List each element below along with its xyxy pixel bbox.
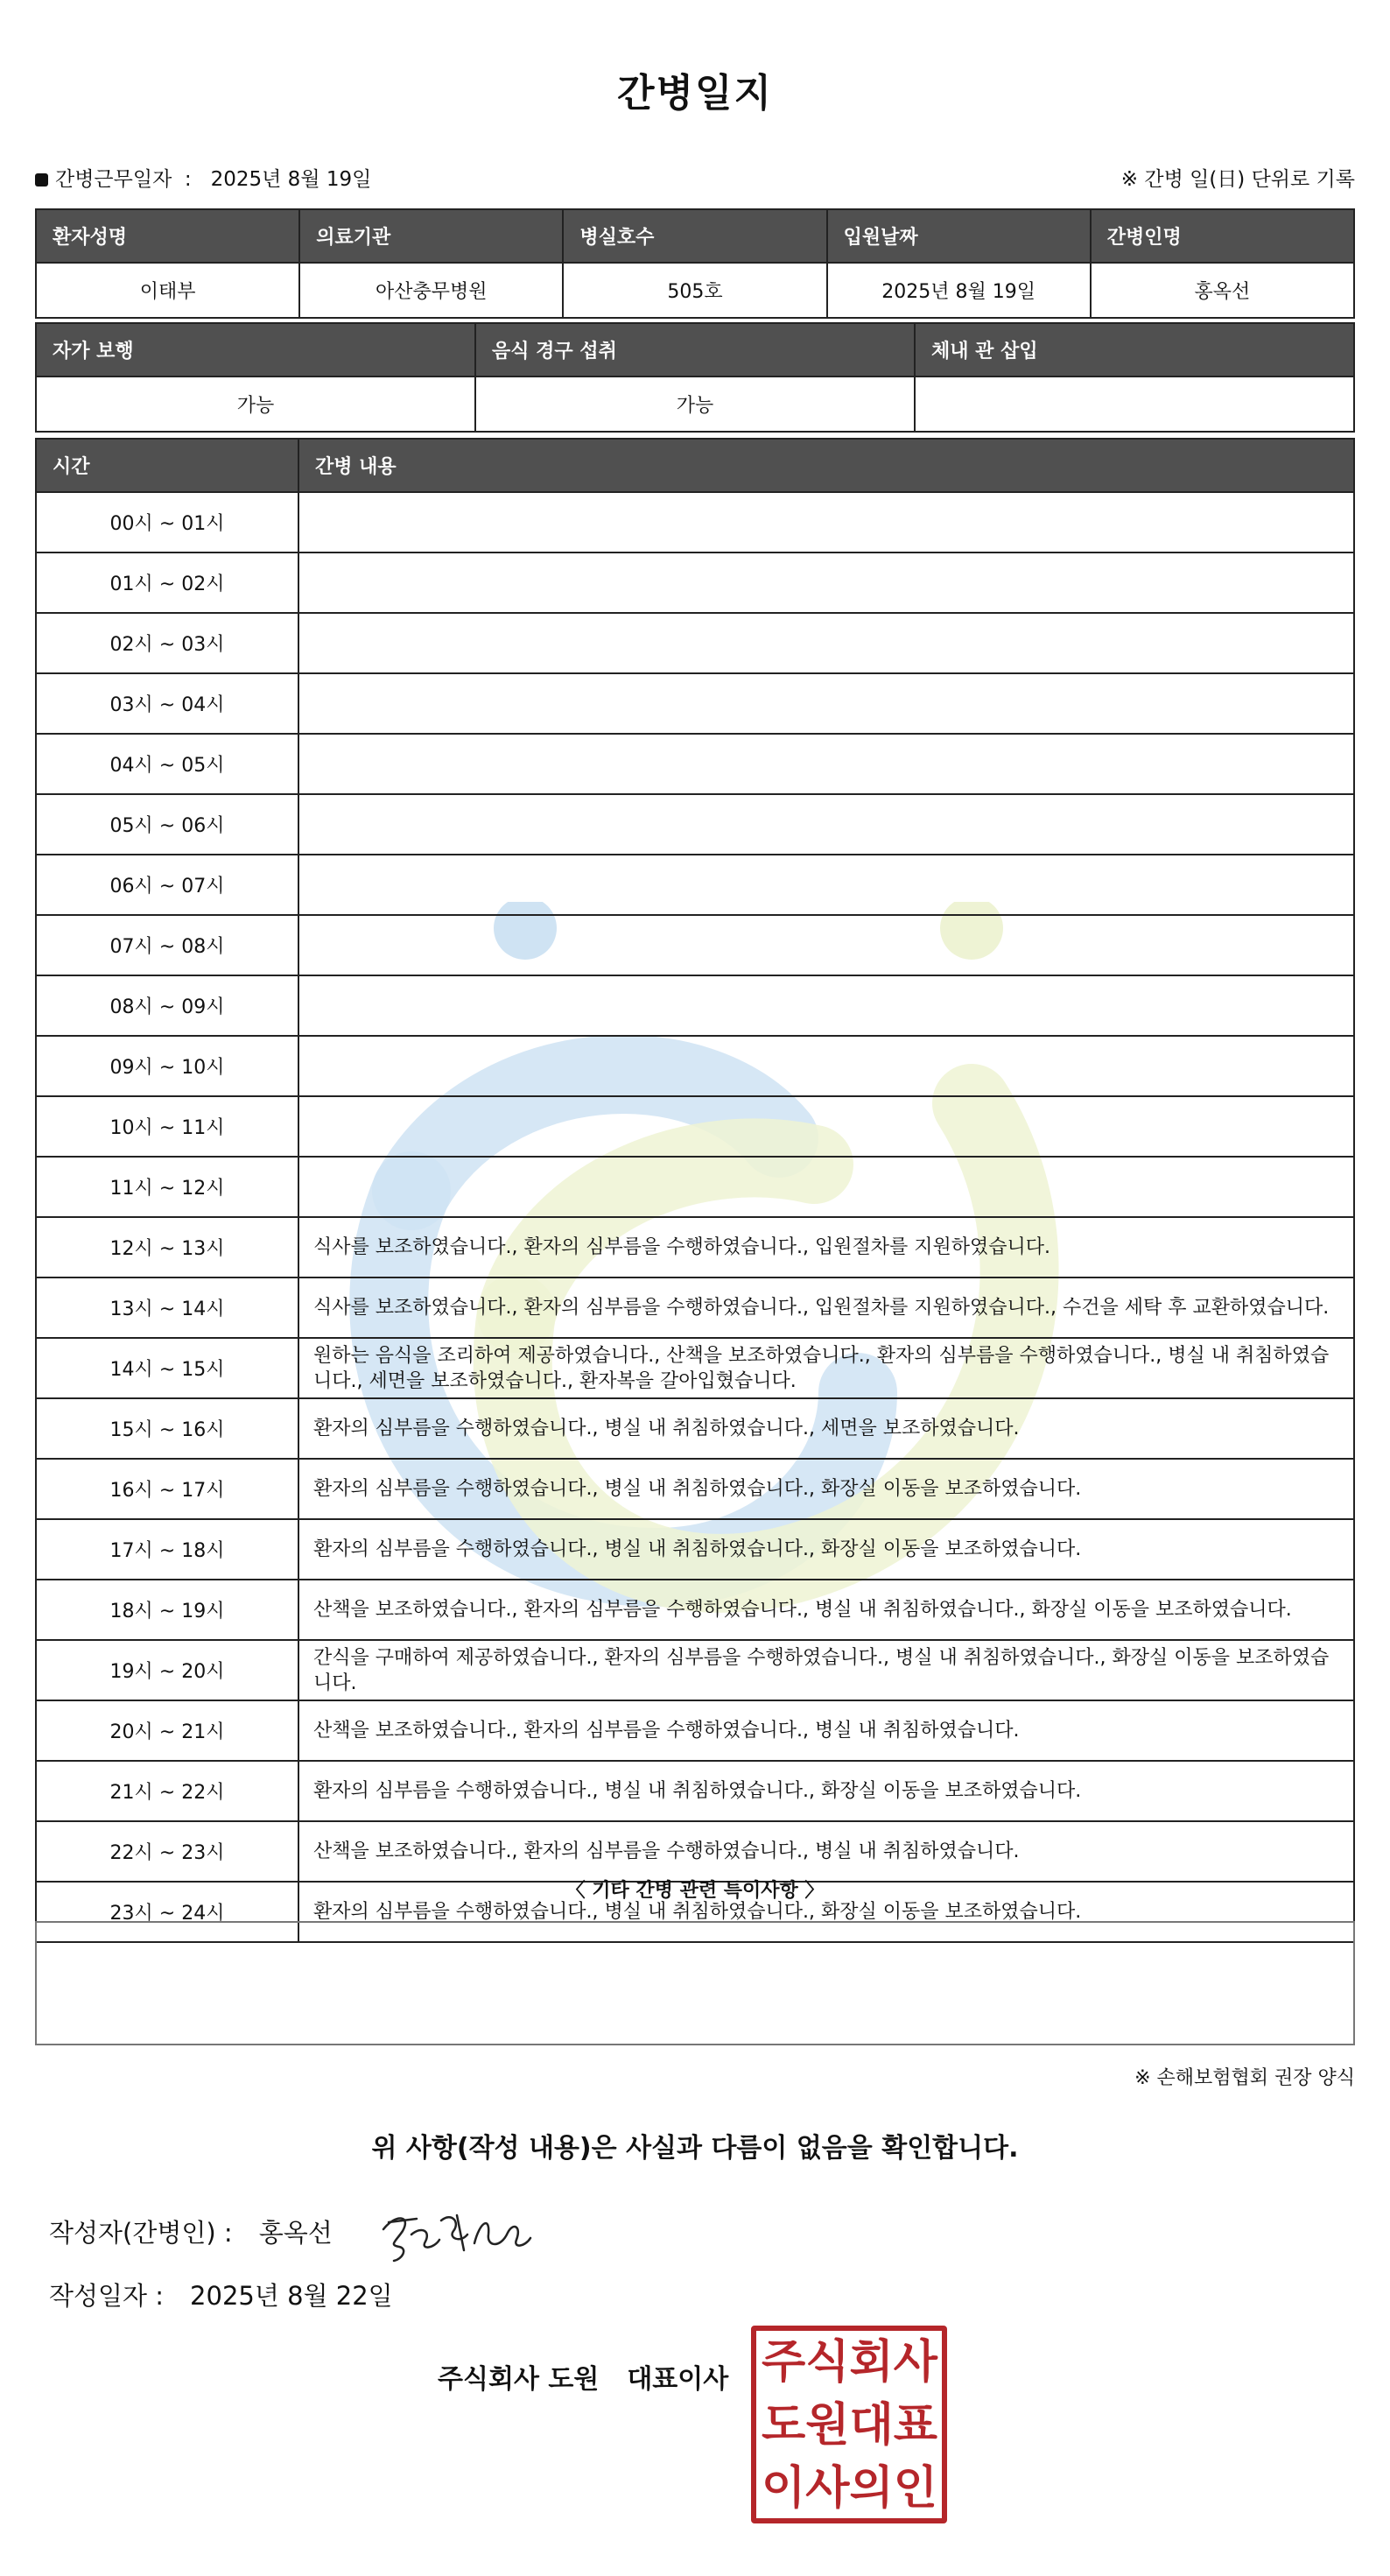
header-tube-insertion: 체내 관 삽입: [915, 323, 1354, 377]
seal-char: 원: [805, 2399, 850, 2452]
log-row: [36, 1096, 1354, 1157]
hospital-name: 아산충무병원: [299, 263, 563, 318]
log-content: 식사를 보조하였습니다., 환자의 심부름을 수행하였습니다., 입원절차를 지원하였습니다.: [298, 1217, 1354, 1277]
written-date-line: [49, 2277, 393, 2312]
written-date-value: 2025년 8월 22일: [190, 2281, 393, 2311]
log-time: 02시 ~ 03시: [36, 613, 298, 673]
written-date-label: 작성일자 :: [49, 2281, 165, 2311]
care-log-table: [35, 438, 1355, 1943]
log-row: [36, 673, 1354, 734]
log-content: [298, 492, 1354, 553]
log-time: 04시 ~ 05시: [36, 734, 298, 794]
log-content: 산책을 보조하였습니다., 환자의 심부름을 수행하였습니다., 병실 내 취침하였습니다.: [298, 1821, 1354, 1882]
header-patient-name: 환자성명: [36, 209, 299, 263]
log-content: 원하는 음식을 조리하여 제공하였습니다., 산책을 보조하였습니다., 환자의 심부름을 수행하였습니다., 병실 내 취침하였습니다., 세면을 보조하였습니다., 환자복을 갈아입혔습니다.: [298, 1338, 1354, 1398]
log-content: [298, 1096, 1354, 1157]
notes-box: [35, 1921, 1355, 2045]
notes-title: 〈 기타 간병 관련 특이사항 〉: [565, 1880, 825, 1902]
seal-row: [756, 2394, 942, 2457]
header-hospital: 의료기관: [299, 209, 563, 263]
log-time: 08시 ~ 09시: [36, 975, 298, 1036]
log-time: 03시 ~ 04시: [36, 673, 298, 734]
confirmation-statement: 위 사항(작성 내용)은 사실과 다름이 없음을 확인합니다.: [371, 2133, 1019, 2164]
seal-char: 식: [805, 2336, 850, 2389]
admission-date: 2025년 8월 19일: [827, 263, 1091, 318]
unit-note: ※ 간병 일(日) 단위로 기록: [1120, 168, 1355, 191]
seal-row: [756, 2331, 942, 2394]
log-time: 19시 ~ 20시: [36, 1640, 298, 1700]
company-seal-stamp: [751, 2326, 947, 2523]
patient-status-table: [35, 322, 1355, 433]
log-row: [36, 553, 1354, 613]
log-row: [36, 915, 1354, 975]
log-content: 환자의 심부름을 수행하였습니다., 병실 내 취침하였습니다., 세면을 보조하였습니다.: [298, 1398, 1354, 1459]
log-time: 09시 ~ 10시: [36, 1036, 298, 1096]
seal-char: 사: [805, 2462, 850, 2515]
care-log-body: [36, 492, 1354, 1942]
handwritten-signature: [376, 2196, 534, 2266]
seal-char: 표: [893, 2399, 937, 2452]
room-number: 505호: [563, 263, 826, 318]
header-time: 시간: [36, 439, 298, 492]
page-title: 간병일지: [616, 71, 773, 116]
writer-name-label: 작성자(간병인) :: [49, 2218, 233, 2248]
log-time: 06시 ~ 07시: [36, 855, 298, 915]
writer-name-value: 홍옥선: [258, 2218, 333, 2248]
log-row: [36, 1217, 1354, 1277]
log-time: 15시 ~ 16시: [36, 1398, 298, 1459]
seal-char: 대: [849, 2399, 894, 2452]
log-row: [36, 1157, 1354, 1217]
company-name: 주식회사 도원: [438, 2364, 600, 2395]
seal-char: 의: [849, 2462, 894, 2515]
log-time: 17시 ~ 18시: [36, 1519, 298, 1580]
log-row: [36, 1459, 1354, 1519]
log-row: [36, 794, 1354, 855]
work-date-value: 2025년 8월 19일: [210, 168, 372, 191]
header-self-walking: 자가 보행: [36, 323, 475, 377]
tube-insertion-value: [915, 377, 1354, 432]
log-row: [36, 1519, 1354, 1580]
log-content: [298, 1157, 1354, 1217]
log-row: [36, 1821, 1354, 1882]
log-content: [298, 855, 1354, 915]
caregiver-name: 홍옥선: [1091, 263, 1354, 318]
seal-char: 회: [849, 2336, 894, 2389]
seal-char: 주: [762, 2336, 806, 2389]
log-row: [36, 855, 1354, 915]
header-care-content: 간병 내용: [298, 439, 1354, 492]
log-time: 20시 ~ 21시: [36, 1700, 298, 1761]
oral-intake-value: 가능: [475, 377, 915, 432]
self-walking-value: 가능: [36, 377, 475, 432]
log-content: 환자의 심부름을 수행하였습니다., 병실 내 취침하였습니다., 화장실 이동을 보조하였습니다.: [298, 1459, 1354, 1519]
seal-char: 사: [893, 2336, 937, 2389]
log-content: [298, 553, 1354, 613]
log-content: [298, 613, 1354, 673]
log-time: 10시 ~ 11시: [36, 1096, 298, 1157]
work-date-label: 간병근무일자: [55, 168, 172, 191]
log-row: [36, 1036, 1354, 1096]
log-row: [36, 1580, 1354, 1640]
log-time: 12시 ~ 13시: [36, 1217, 298, 1277]
log-content: [298, 915, 1354, 975]
log-row: [36, 1338, 1354, 1398]
log-row: [36, 1700, 1354, 1761]
header-admission-date: 입원날짜: [827, 209, 1091, 263]
company-signoff: [438, 2357, 728, 2396]
log-time: 01시 ~ 02시: [36, 553, 298, 613]
patient-name: 이태부: [36, 263, 299, 318]
log-content: [298, 794, 1354, 855]
seal-char: 인: [893, 2462, 937, 2515]
log-content: 산책을 보조하였습니다., 환자의 심부름을 수행하였습니다., 병실 내 취침하였습니다., 화장실 이동을 보조하였습니다.: [298, 1580, 1354, 1640]
work-date: 간병근무일자 : 2025년 8월 19일: [35, 163, 371, 192]
log-content: [298, 975, 1354, 1036]
log-row: [36, 975, 1354, 1036]
log-content: [298, 734, 1354, 794]
log-content: 산책을 보조하였습니다., 환자의 심부름을 수행하였습니다., 병실 내 취침하였습니다.: [298, 1700, 1354, 1761]
header-caregiver-name: 간병인명: [1091, 209, 1354, 263]
log-content: [298, 1036, 1354, 1096]
log-row: [36, 1640, 1354, 1700]
log-row: [36, 1398, 1354, 1459]
log-time: 11시 ~ 12시: [36, 1157, 298, 1217]
log-time: 21시 ~ 22시: [36, 1761, 298, 1821]
log-row: [36, 1277, 1354, 1338]
log-content: 환자의 심부름을 수행하였습니다., 병실 내 취침하였습니다., 화장실 이동을 보조하였습니다.: [298, 1519, 1354, 1580]
log-row: [36, 1761, 1354, 1821]
log-time: 07시 ~ 08시: [36, 915, 298, 975]
header-oral-intake: 음식 경구 섭취: [475, 323, 915, 377]
log-time: 18시 ~ 19시: [36, 1580, 298, 1640]
log-row: [36, 734, 1354, 794]
seal-row: [756, 2457, 942, 2520]
log-row: [36, 613, 1354, 673]
log-row: [36, 492, 1354, 553]
form-source-note: ※ 손해보험협회 권장 양식: [1134, 2067, 1355, 2089]
log-time: 05시 ~ 06시: [36, 794, 298, 855]
seal-char: 도: [762, 2399, 806, 2452]
writer-name-line: [49, 2214, 333, 2249]
seal-char: 이: [762, 2462, 806, 2515]
log-time: 16시 ~ 17시: [36, 1459, 298, 1519]
log-time: 14시 ~ 15시: [36, 1338, 298, 1398]
log-content: 간식을 구매하여 제공하였습니다., 환자의 심부름을 수행하였습니다., 병실 내 취침하였습니다., 화장실 이동을 보조하였습니다.: [298, 1640, 1354, 1700]
header-room: 병실호수: [563, 209, 826, 263]
bullet-square-icon: [35, 173, 48, 187]
log-time: 13시 ~ 14시: [36, 1277, 298, 1338]
log-content: 환자의 심부름을 수행하였습니다., 병실 내 취침하였습니다., 화장실 이동을 보조하였습니다.: [298, 1882, 1354, 1942]
patient-info-table: [35, 208, 1355, 319]
log-time: 23시 ~ 24시: [36, 1882, 298, 1942]
log-content: [298, 673, 1354, 734]
representative-title: 대표이사: [627, 2364, 729, 2395]
log-content: 환자의 심부름을 수행하였습니다., 병실 내 취침하였습니다., 화장실 이동을 보조하였습니다.: [298, 1761, 1354, 1821]
log-time: 00시 ~ 01시: [36, 492, 298, 553]
log-content: 식사를 보조하였습니다., 환자의 심부름을 수행하였습니다., 입원절차를 지원하였습니다., 수건을 세탁 후 교환하였습니다.: [298, 1277, 1354, 1338]
log-time: 22시 ~ 23시: [36, 1821, 298, 1882]
